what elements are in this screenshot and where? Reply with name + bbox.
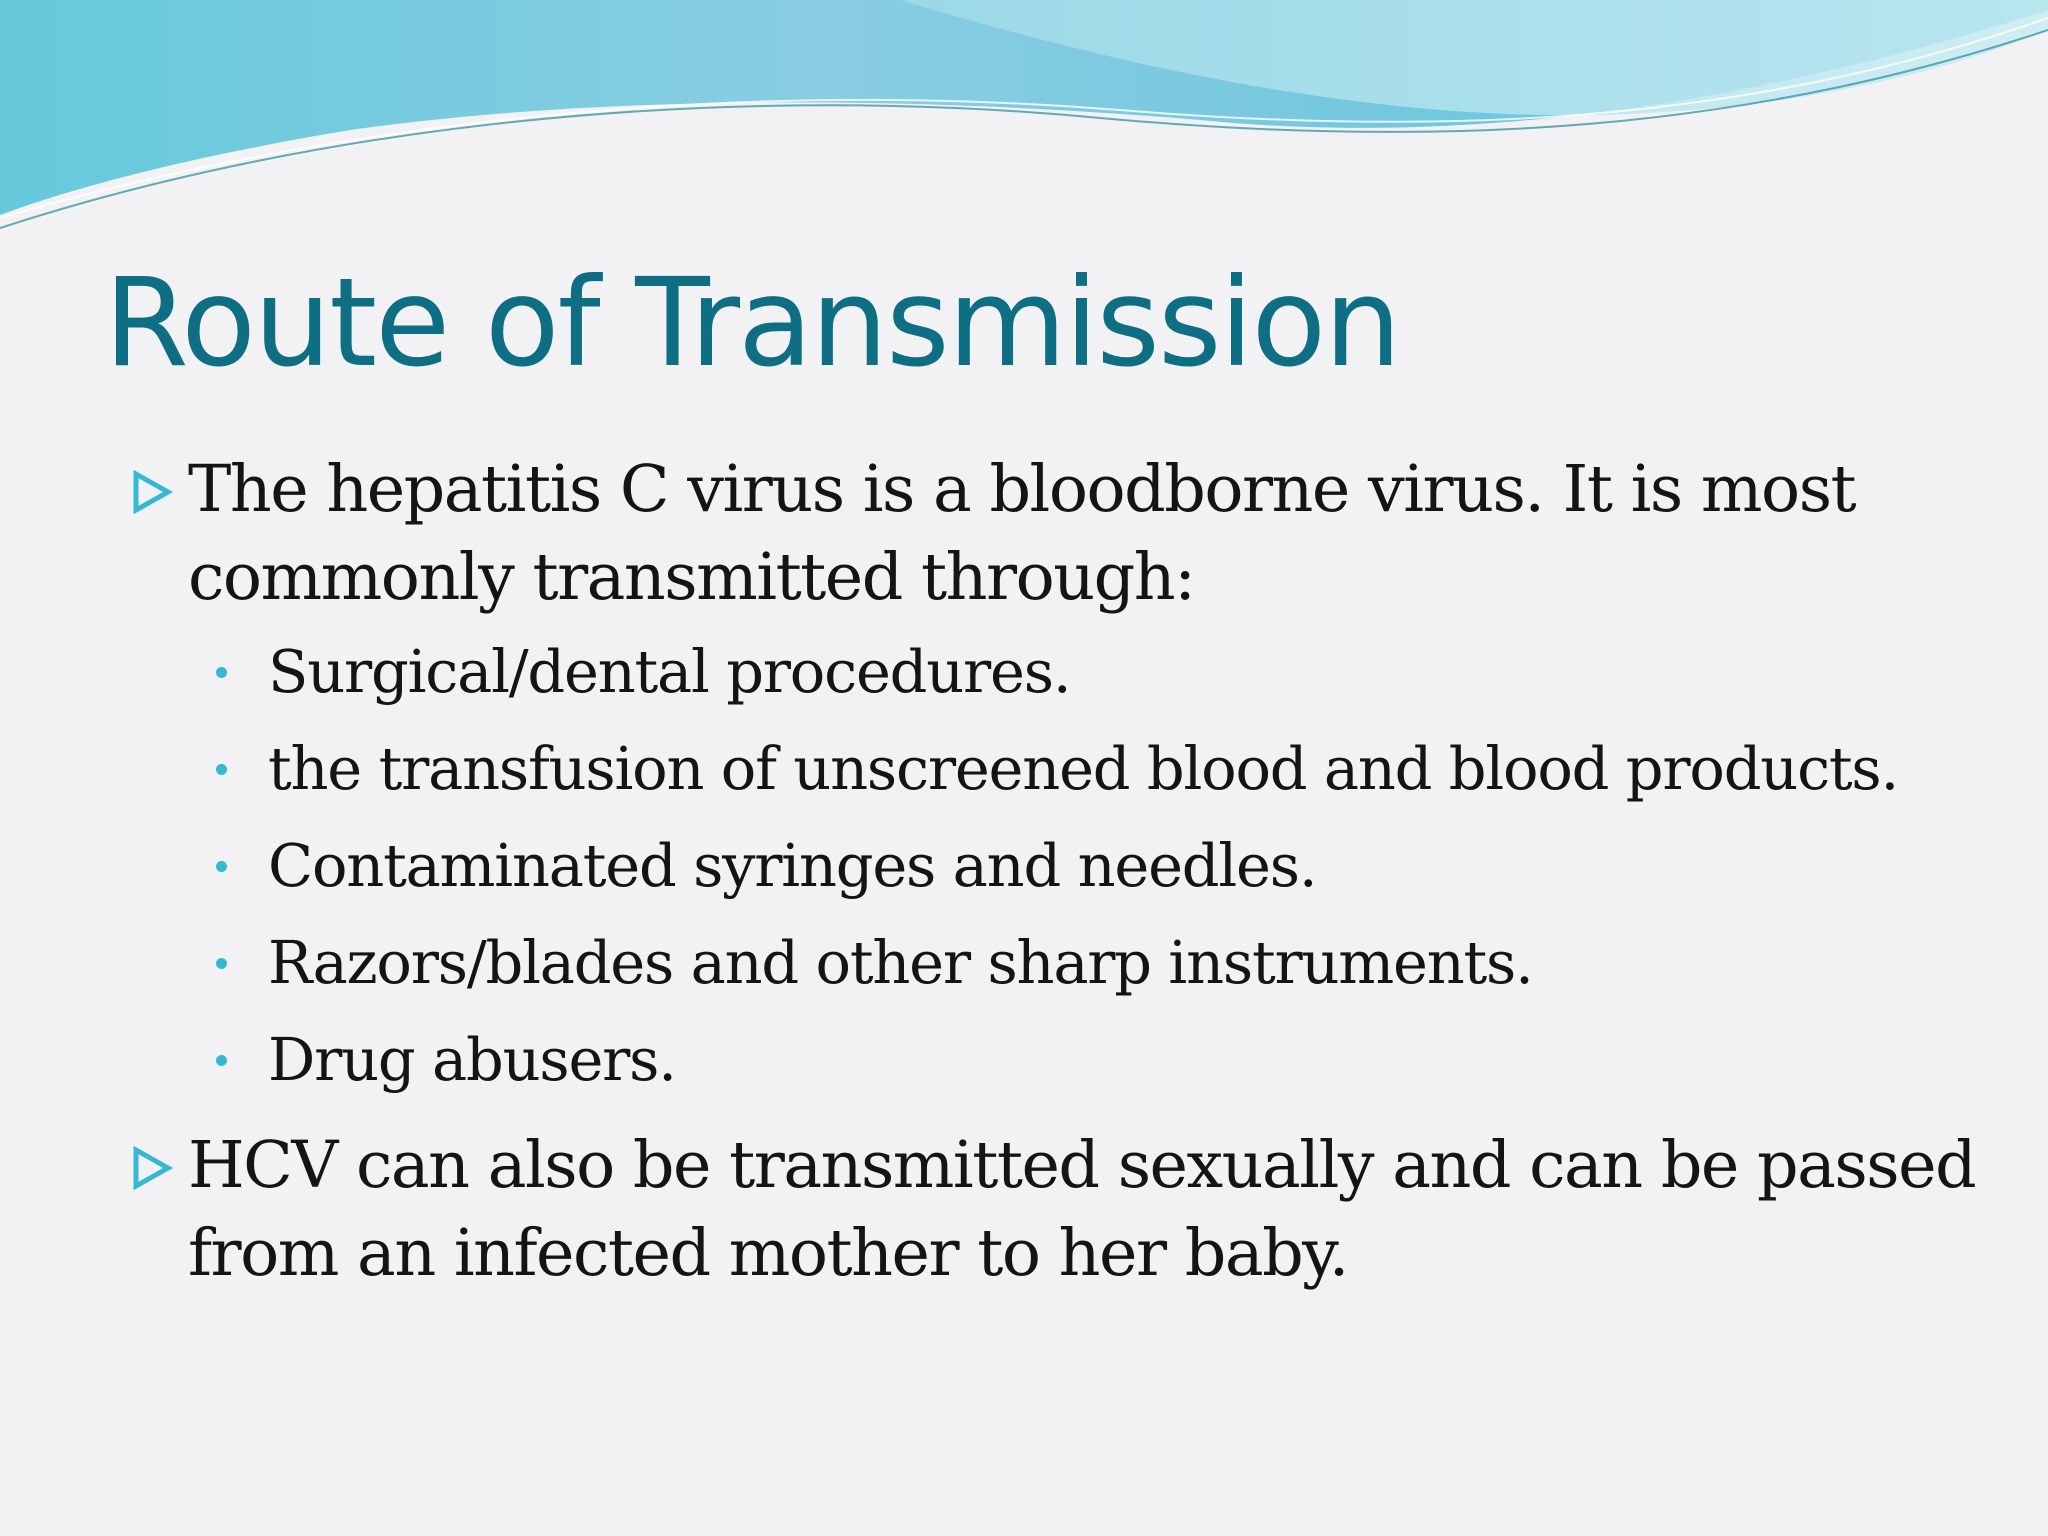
dot-bullet-icon: [216, 764, 227, 775]
sub-bullet-item: [268, 1018, 2004, 1102]
dot-bullet-icon: [216, 667, 227, 678]
sub-bullet-item: [268, 921, 2004, 1005]
sub-bullet-text: Drug abusers.: [268, 1025, 676, 1094]
arrowhead-bullet-icon: [130, 470, 174, 514]
sub-bullet-item: [268, 824, 2004, 908]
sub-bullet-text: the transfusion of unscreened blood and blood products.: [268, 734, 1899, 803]
sub-bullet-item: [268, 630, 2004, 714]
bullet-item: [124, 1122, 2004, 1298]
bullet-text: HCV can also be transmitted sexually and can be passed from an infected mother to her baby.: [188, 1128, 1976, 1291]
bullet-text: The hepatitis C virus is a bloodborne virus. It is most commonly transmitted through:: [188, 452, 1856, 615]
slide-title: Route of Transmission: [104, 252, 1400, 394]
sub-bullet-text: Surgical/dental procedures.: [268, 637, 1071, 706]
sub-bullet-text: Razors/blades and other sharp instruments.: [268, 928, 1533, 997]
bullet-item: [124, 446, 2004, 622]
sub-bullet-text: Contaminated syringes and needles.: [268, 831, 1317, 900]
dot-bullet-icon: [216, 958, 227, 969]
arrowhead-bullet-icon: [130, 1146, 174, 1190]
dot-bullet-icon: [216, 1055, 227, 1066]
sub-bullet-item: [268, 727, 2004, 811]
sub-bullet-list: [124, 630, 2004, 1102]
slide-content: [124, 446, 2004, 1298]
header-wave-decoration: [0, 0, 2048, 240]
dot-bullet-icon: [216, 861, 227, 872]
